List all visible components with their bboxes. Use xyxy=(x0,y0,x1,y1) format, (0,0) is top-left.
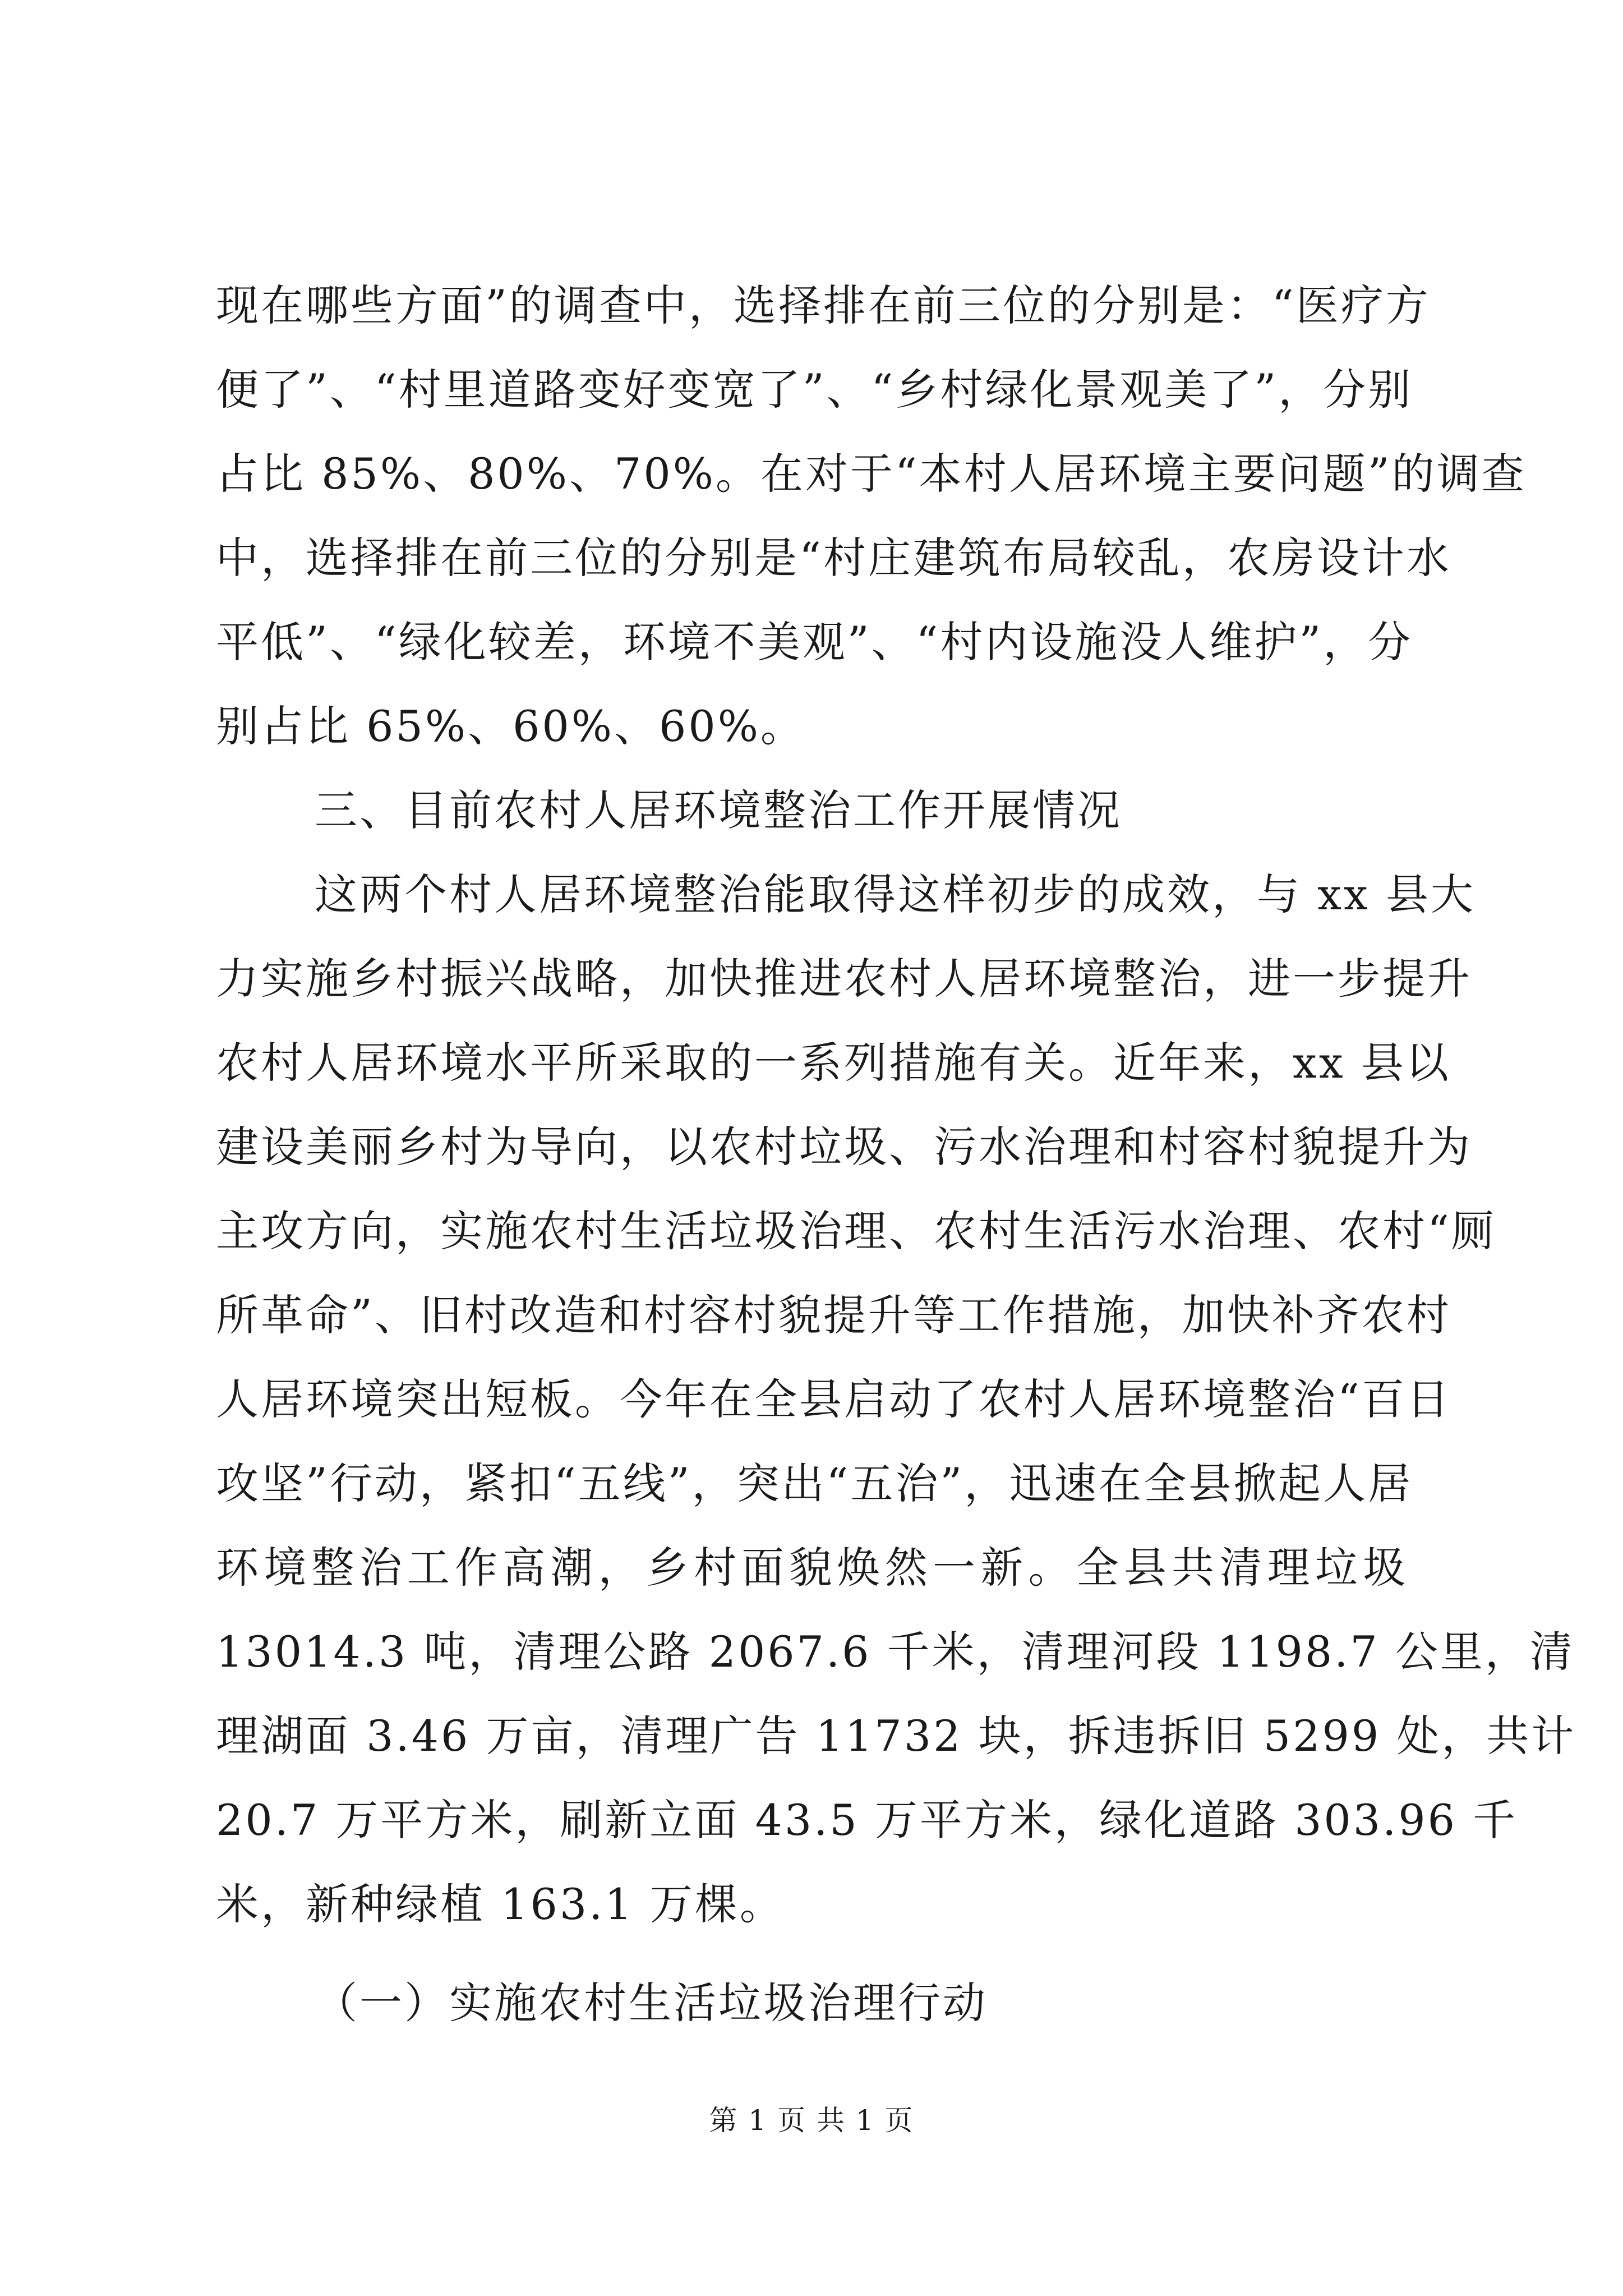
text-line: 米，新种绿植 163.1 万棵。 xyxy=(216,1879,785,1929)
text-line: 所革命”、旧村改造和村容村貌提升等工作措施，加快补齐农村 xyxy=(216,1290,1451,1340)
text-line: 占比 85%、80%、70%。在对于“本村人居环境主要问题”的调查 xyxy=(216,449,1527,499)
text-line: 建设美丽乡村为导向，以农村垃圾、污水治理和村容村貌提升为 xyxy=(216,1122,1472,1172)
text-line: 平低”、“绿化较差，环境不美观”、“村内设施没人维护”，分 xyxy=(216,617,1413,667)
text-line: 20.7 万平方米，刷新立面 43.5 万平方米，绿化道路 303.96 千 xyxy=(216,1795,1518,1845)
text-line: 攻坚”行动，紧扣“五线”，突出“五治”，迅速在全县掀起人居 xyxy=(216,1458,1413,1508)
text-line: 主攻方向，实施农村生活垃圾治理、农村生活污水治理、农村“厕 xyxy=(216,1206,1496,1256)
text-line: 农村人居环境水平所采取的一系列措施有关。近年来，xx 县以 xyxy=(216,1038,1451,1088)
document-body xyxy=(216,264,1576,2045)
text-line: 环境整治工作高潮，乡村面貌焕然一新。全县共清理垃圾 xyxy=(216,1543,1408,1593)
text-line: 这两个村人居环境整治能取得这样初步的成效，与 xx 县大 xyxy=(315,869,1476,919)
text-line: 便了”、“村里道路变好变宽了”、“乡村绿化景观美了”，分别 xyxy=(216,365,1413,415)
text-line: 人居环境突出短板。今年在全县启动了农村人居环境整治“百日 xyxy=(216,1374,1451,1424)
subsection-heading: （一）实施农村生活垃圾治理行动 xyxy=(315,1978,988,2028)
page-footer: 第 1 页 共 1 页 xyxy=(709,2104,914,2137)
text-line: 现在哪些方面”的调查中，选择排在前三位的分别是：“医疗方 xyxy=(216,280,1431,330)
text-line: 别占比 65%、60%、60%。 xyxy=(216,701,805,751)
text-line: 13014.3 吨，清理公路 2067.6 千米，清理河段 1198.7 公里，清 xyxy=(216,1627,1575,1677)
text-line: 中，选择排在前三位的分别是“村庄建筑布局较乱，农房设计水 xyxy=(216,533,1451,583)
text-line: 理湖面 3.46 万亩，清理广告 11732 块，拆违拆旧 5299 处，共计 xyxy=(216,1711,1576,1761)
section-heading: 三、目前农村人居环境整治工作开展情况 xyxy=(315,785,1122,835)
text-line: 力实施乡村振兴战略，加快推进农村人居环境整治，进一步提升 xyxy=(216,954,1472,1004)
